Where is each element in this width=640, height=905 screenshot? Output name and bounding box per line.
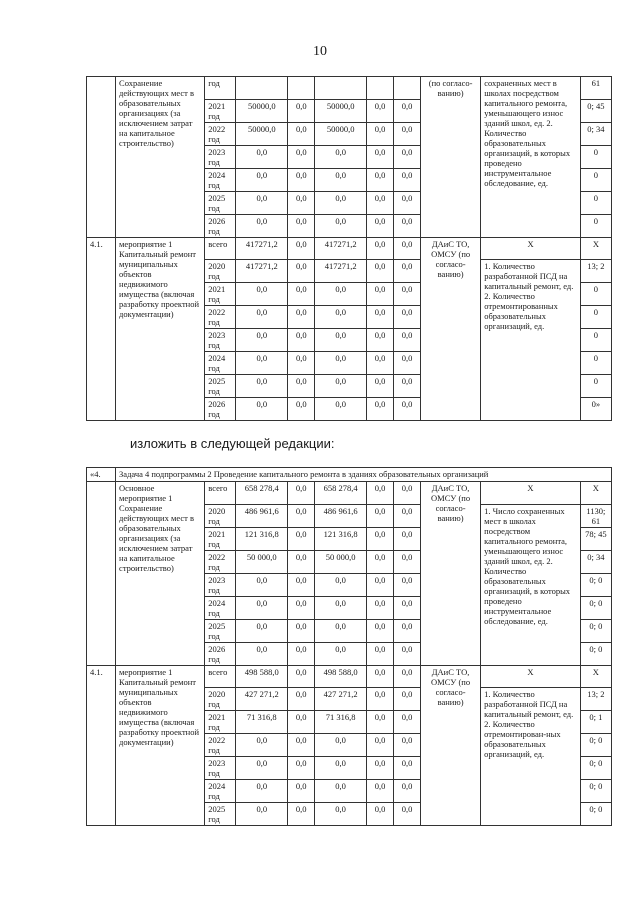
- measure-name: Основное мероприятие 1 Сохранение действующих мест в образовательных организациях (за исключением затрат на капитальное строительство): [116, 482, 205, 666]
- amount-b: 0,0: [288, 574, 315, 597]
- amount-b: 0,0: [288, 238, 315, 260]
- amount-e: [394, 77, 421, 100]
- amount-c: 486 961,6: [315, 505, 367, 528]
- amount-c: 0,0: [315, 803, 367, 826]
- amount-e: 0,0: [394, 215, 421, 238]
- amount-c: 0,0: [315, 597, 367, 620]
- amount-c: 121 316,8: [315, 528, 367, 551]
- amount-e: 0,0: [394, 329, 421, 352]
- executor: ДАиС ТО, ОМСУ (по согласо-ванию): [421, 238, 481, 421]
- amount-b: 0,0: [288, 146, 315, 169]
- indicator-value: 0: [580, 352, 611, 375]
- amount-d: 0,0: [367, 666, 394, 688]
- amount-d: 0,0: [367, 398, 394, 421]
- total-amount: 0,0: [236, 780, 288, 803]
- indicator-text: 1. Число сохраненных мест в школах посредством капитального ремонта, уменьшающего износ зданий школ, ед. 2. Количество образовательных организаций, в которых проведено инструментальное обследование, ед.: [481, 505, 581, 666]
- amount-c: 658 278,4: [315, 482, 367, 505]
- indicator-value: X: [580, 482, 611, 505]
- indicator-value: 0; 0: [580, 734, 611, 757]
- total-amount: 0,0: [236, 398, 288, 421]
- indicator-value: 0; 0: [580, 574, 611, 597]
- amount-c: 0,0: [315, 306, 367, 329]
- indicator-value: 0; 0: [580, 803, 611, 826]
- row-number: 4.1.: [87, 666, 116, 826]
- amount-e: 0,0: [394, 757, 421, 780]
- year-cell: 2024 год: [205, 780, 236, 803]
- amount-d: 0,0: [367, 169, 394, 192]
- amount-b: 0,0: [288, 169, 315, 192]
- amount-b: 0,0: [288, 528, 315, 551]
- table-row: [87, 666, 612, 688]
- amount-d: 0,0: [367, 329, 394, 352]
- indicator-value: 0; 0: [580, 757, 611, 780]
- amount-d: 0,0: [367, 215, 394, 238]
- year-cell: 2020 год: [205, 688, 236, 711]
- amount-c: 71 316,8: [315, 711, 367, 734]
- new-table-body: [87, 468, 612, 826]
- indicator-text: сохраненных мест в школах посредством капитального ремонта, уменьшающего износ зданий школ, ед. 2. Количество образовательных организаций, в которых проведено инструментальное обследование, ед.: [481, 77, 581, 238]
- total-amount: 0,0: [236, 803, 288, 826]
- amount-d: 0,0: [367, 551, 394, 574]
- amount-c: 427 271,2: [315, 688, 367, 711]
- year-cell: 2023 год: [205, 757, 236, 780]
- indicator-value: 0; 34: [580, 123, 611, 146]
- amount-b: 0,0: [288, 482, 315, 505]
- indicator-value: 0; 0: [580, 597, 611, 620]
- indicator-head: X: [481, 666, 581, 688]
- amount-b: 0,0: [288, 505, 315, 528]
- amount-c: 0,0: [315, 283, 367, 306]
- amount-d: 0,0: [367, 100, 394, 123]
- amount-e: 0,0: [394, 238, 421, 260]
- amount-e: 0,0: [394, 100, 421, 123]
- total-amount: 486 961,6: [236, 505, 288, 528]
- amount-e: 0,0: [394, 505, 421, 528]
- indicator-value: 61: [580, 77, 611, 100]
- table-row: [87, 482, 612, 505]
- total-amount: 0,0: [236, 597, 288, 620]
- amount-d: 0,0: [367, 260, 394, 283]
- amount-c: 50 000,0: [315, 551, 367, 574]
- total-amount: 0,0: [236, 734, 288, 757]
- task-number: «4.: [87, 468, 116, 482]
- amount-b: 0,0: [288, 643, 315, 666]
- total-amount: 71 316,8: [236, 711, 288, 734]
- year-cell: 2024 год: [205, 597, 236, 620]
- total-amount: 50000,0: [236, 123, 288, 146]
- amount-b: 0,0: [288, 688, 315, 711]
- indicator-value: 0; 1: [580, 711, 611, 734]
- amount-c: 0,0: [315, 329, 367, 352]
- amount-c: 0,0: [315, 643, 367, 666]
- indicator-value: 0: [580, 192, 611, 215]
- amount-b: 0,0: [288, 375, 315, 398]
- year-cell: 2021 год: [205, 711, 236, 734]
- measure-name: мероприятие 1 Капитальный ремонт муниципальных объектов недвижимого имущества (включая разработку проектной документации): [116, 666, 205, 826]
- amount-c: 50000,0: [315, 123, 367, 146]
- year-cell: 2026 год: [205, 398, 236, 421]
- amount-b: 0,0: [288, 551, 315, 574]
- amount-d: 0,0: [367, 123, 394, 146]
- amount-b: 0,0: [288, 666, 315, 688]
- amount-c: 0,0: [315, 620, 367, 643]
- amount-e: 0,0: [394, 146, 421, 169]
- total-amount: 0,0: [236, 192, 288, 215]
- year-cell: 2021 год: [205, 283, 236, 306]
- measure-name: Сохранение действующих мест в образовательных организациях (за исключением затрат на капитальное строительство): [116, 77, 205, 238]
- amount-e: 0,0: [394, 169, 421, 192]
- amount-e: 0,0: [394, 123, 421, 146]
- indicator-value: 78; 45: [580, 528, 611, 551]
- amount-d: 0,0: [367, 688, 394, 711]
- indicator-head: X: [481, 238, 581, 260]
- amount-d: 0,0: [367, 757, 394, 780]
- amount-d: 0,0: [367, 306, 394, 329]
- amount-b: 0,0: [288, 192, 315, 215]
- amount-e: 0,0: [394, 643, 421, 666]
- amount-b: 0,0: [288, 306, 315, 329]
- year-cell: 2022 год: [205, 551, 236, 574]
- year-cell: 2023 год: [205, 574, 236, 597]
- year-cell: 2025 год: [205, 620, 236, 643]
- amount-e: 0,0: [394, 734, 421, 757]
- amount-c: 0,0: [315, 734, 367, 757]
- indicator-head: X: [481, 482, 581, 505]
- executor: ДАиС ТО, ОМСУ (по согласо-ванию): [420, 482, 480, 666]
- year-cell: 2026 год: [205, 643, 236, 666]
- indicator-text: 1. Количество разработанной ПСД на капитальный ремонт, ед. 2. Количество отремонтирован-ных образовательных организаций, ед.: [481, 688, 581, 826]
- measure-name: мероприятие 1 Капитальный ремонт муниципальных объектов недвижимого имущества (включая разработку проектной документации): [116, 238, 205, 421]
- amount-e: 0,0: [394, 574, 421, 597]
- total-amount: 427 271,2: [236, 688, 288, 711]
- section-heading: изложить в следующей редакции:: [130, 436, 335, 451]
- indicator-value: 13; 2: [580, 260, 611, 283]
- amount-e: 0,0: [394, 597, 421, 620]
- amount-c: 0,0: [315, 574, 367, 597]
- amount-e: 0,0: [394, 528, 421, 551]
- indicator-value: 0; 0: [580, 643, 611, 666]
- amount-e: 0,0: [394, 666, 421, 688]
- indicator-value: X: [580, 666, 611, 688]
- amount-d: 0,0: [367, 643, 394, 666]
- indicator-value: 0; 34: [580, 551, 611, 574]
- amount-d: 0,0: [367, 238, 394, 260]
- amount-d: 0,0: [367, 574, 394, 597]
- total-amount: 50000,0: [236, 100, 288, 123]
- amount-b: 0,0: [288, 620, 315, 643]
- year-cell: всего: [205, 666, 236, 688]
- amount-b: 0,0: [288, 352, 315, 375]
- amount-d: 0,0: [367, 780, 394, 803]
- year-cell: 2024 год: [205, 169, 236, 192]
- year-cell: 2020 год: [205, 505, 236, 528]
- total-amount: 498 588,0: [236, 666, 288, 688]
- row-number: 4.1.: [87, 238, 116, 421]
- amount-d: 0,0: [367, 803, 394, 826]
- amount-c: 0,0: [315, 215, 367, 238]
- amount-e: 0,0: [394, 551, 421, 574]
- year-cell: всего: [205, 238, 236, 260]
- amount-b: 0,0: [288, 398, 315, 421]
- total-amount: 50 000,0: [236, 551, 288, 574]
- amount-b: 0,0: [288, 215, 315, 238]
- executor: (по согласо-ванию): [421, 77, 481, 238]
- amount-d: 0,0: [367, 192, 394, 215]
- year-cell: 2021 год: [205, 528, 236, 551]
- total-amount: 0,0: [236, 169, 288, 192]
- old-table: [86, 76, 612, 421]
- table-row: [87, 77, 612, 100]
- amount-d: 0,0: [367, 283, 394, 306]
- amount-b: 0,0: [288, 803, 315, 826]
- total-amount: 0,0: [236, 375, 288, 398]
- old-table-body: [87, 77, 612, 421]
- amount-e: 0,0: [394, 352, 421, 375]
- amount-b: 0,0: [288, 123, 315, 146]
- amount-c: [315, 77, 367, 100]
- amount-c: 498 588,0: [315, 666, 367, 688]
- year-cell: 2025 год: [205, 192, 236, 215]
- indicator-value: 0: [580, 169, 611, 192]
- amount-e: 0,0: [394, 803, 421, 826]
- indicator-value: 0: [580, 146, 611, 169]
- amount-c: 0,0: [315, 146, 367, 169]
- year-cell: 2026 год: [205, 215, 236, 238]
- indicator-value: 1130; 61: [580, 505, 611, 528]
- amount-c: 417271,2: [315, 238, 367, 260]
- indicator-value: 0: [580, 283, 611, 306]
- year-cell: 2025 год: [205, 803, 236, 826]
- amount-e: 0,0: [394, 482, 421, 505]
- amount-d: 0,0: [367, 352, 394, 375]
- amount-e: 0,0: [394, 620, 421, 643]
- year-cell: 2020 год: [205, 260, 236, 283]
- amount-b: 0,0: [288, 260, 315, 283]
- indicator-text: 1. Количество разработанной ПСД на капитальный ремонт, ед. 2. Количество отремонтированных образовательных организаций, ед.: [481, 260, 581, 421]
- indicator-value: X: [580, 238, 611, 260]
- total-amount: [236, 77, 288, 100]
- indicator-value: 0»: [580, 398, 611, 421]
- table-row: [87, 238, 612, 260]
- year-cell: 2022 год: [205, 734, 236, 757]
- total-amount: 0,0: [236, 757, 288, 780]
- total-amount: 0,0: [236, 146, 288, 169]
- amount-e: 0,0: [394, 192, 421, 215]
- total-amount: 658 278,4: [236, 482, 288, 505]
- indicator-value: 0: [580, 329, 611, 352]
- indicator-value: 0: [580, 215, 611, 238]
- amount-e: 0,0: [394, 688, 421, 711]
- total-amount: 0,0: [236, 306, 288, 329]
- amount-b: 0,0: [288, 283, 315, 306]
- year-cell: 2021 год: [205, 100, 236, 123]
- amount-b: 0,0: [288, 780, 315, 803]
- amount-c: 0,0: [315, 757, 367, 780]
- executor: ДАиС ТО, ОМСУ (по согласо-ванию): [420, 666, 480, 826]
- amount-c: 417271,2: [315, 260, 367, 283]
- amount-b: 0,0: [288, 711, 315, 734]
- total-amount: 121 316,8: [236, 528, 288, 551]
- year-cell: 2022 год: [205, 123, 236, 146]
- amount-e: 0,0: [394, 375, 421, 398]
- task-title: Задача 4 подпрограммы 2 Проведение капитального ремонта в зданиях образовательных организаций: [116, 468, 612, 482]
- year-cell: 2023 год: [205, 146, 236, 169]
- indicator-value: 0; 0: [580, 620, 611, 643]
- total-amount: 0,0: [236, 283, 288, 306]
- indicator-value: 13; 2: [580, 688, 611, 711]
- amount-e: 0,0: [394, 780, 421, 803]
- year-cell: 2022 год: [205, 306, 236, 329]
- amount-c: 0,0: [315, 398, 367, 421]
- amount-d: 0,0: [367, 505, 394, 528]
- amount-d: 0,0: [367, 597, 394, 620]
- total-amount: 0,0: [236, 574, 288, 597]
- total-amount: 0,0: [236, 620, 288, 643]
- indicator-value: 0: [580, 375, 611, 398]
- amount-b: 0,0: [288, 597, 315, 620]
- year-cell: 2023 год: [205, 329, 236, 352]
- year-cell: всего: [205, 482, 236, 505]
- indicator-value: 0: [580, 306, 611, 329]
- amount-e: 0,0: [394, 283, 421, 306]
- row-number: [87, 77, 116, 238]
- amount-e: 0,0: [394, 260, 421, 283]
- amount-d: 0,0: [367, 620, 394, 643]
- amount-c: 0,0: [315, 780, 367, 803]
- total-amount: 417271,2: [236, 260, 288, 283]
- amount-b: [288, 77, 315, 100]
- row-number: [87, 482, 116, 666]
- amount-d: 0,0: [367, 482, 394, 505]
- amount-b: 0,0: [288, 100, 315, 123]
- new-table: [86, 467, 612, 826]
- page-number: 10: [313, 44, 327, 59]
- amount-b: 0,0: [288, 329, 315, 352]
- total-amount: 0,0: [236, 643, 288, 666]
- amount-c: 0,0: [315, 352, 367, 375]
- amount-d: 0,0: [367, 528, 394, 551]
- amount-d: 0,0: [367, 711, 394, 734]
- total-amount: 417271,2: [236, 238, 288, 260]
- year-cell: год: [205, 77, 236, 100]
- indicator-value: 0; 0: [580, 780, 611, 803]
- amount-d: 0,0: [367, 146, 394, 169]
- amount-b: 0,0: [288, 757, 315, 780]
- amount-c: 0,0: [315, 375, 367, 398]
- task-row: [87, 468, 612, 482]
- amount-e: 0,0: [394, 711, 421, 734]
- amount-e: 0,0: [394, 398, 421, 421]
- year-cell: 2025 год: [205, 375, 236, 398]
- amount-c: 0,0: [315, 192, 367, 215]
- amount-d: 0,0: [367, 375, 394, 398]
- indicator-value: 0; 45: [580, 100, 611, 123]
- year-cell: 2024 год: [205, 352, 236, 375]
- total-amount: 0,0: [236, 215, 288, 238]
- amount-d: 0,0: [367, 734, 394, 757]
- amount-d: [367, 77, 394, 100]
- amount-c: 0,0: [315, 169, 367, 192]
- amount-c: 50000,0: [315, 100, 367, 123]
- amount-b: 0,0: [288, 734, 315, 757]
- amount-e: 0,0: [394, 306, 421, 329]
- total-amount: 0,0: [236, 329, 288, 352]
- total-amount: 0,0: [236, 352, 288, 375]
